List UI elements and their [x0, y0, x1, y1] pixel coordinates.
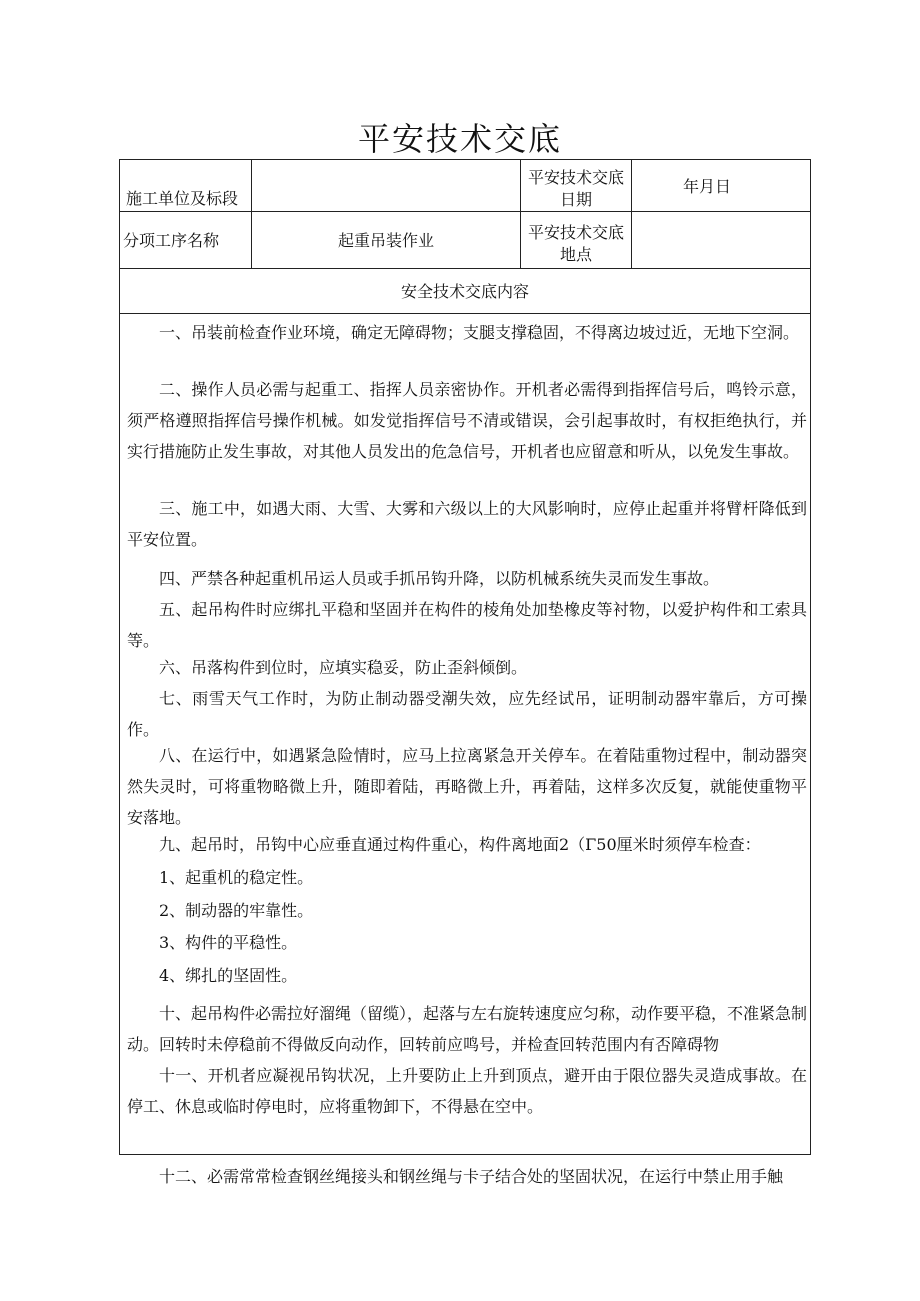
- column-divider: [520, 159, 521, 269]
- content-header: 安全技术交底内容: [400, 282, 529, 301]
- paragraph-1: 一、吊装前检查作业环境，确定无障碍物；支腿支撑稳固，不得离边坡过近，无地下空洞。: [159, 323, 800, 342]
- paragraph-12: 十二、必需常常检查钢丝绳接头和钢丝绳与卡子结合处的坚固状况，在运行中禁止用手触: [159, 1167, 784, 1186]
- paragraph-4: 四、严禁各种起重机吊运人员或手抓吊钩升降，以防机械系统失灵而发生事故。: [159, 569, 720, 588]
- paragraph-3: 三、施工中，如遇大雨、大雪、大雾和六级以上的大风影响时，应停止起重并将臂杆降低到平安位置。: [127, 499, 807, 549]
- paragraph-6: 六、吊落构件到位时，应填实稳妥，防止歪斜倾倒。: [159, 658, 528, 677]
- process-value: 起重吊装作业: [337, 231, 434, 250]
- document-title: 平安技术交底: [357, 120, 562, 158]
- process-label: 分项工序名称: [123, 231, 220, 250]
- check-item-1: 1、起重机的稳定性。: [159, 868, 314, 887]
- check-item-2: 2、制动器的牢靠性。: [159, 901, 314, 920]
- paragraph-7: 七、雨雪天气工作时，为防止制动器受潮失效，应先经试吊，证明制动器牢靠后，方可操作。: [127, 689, 807, 739]
- place-label: 平安技术交底地点: [527, 223, 624, 264]
- paragraph-9: 九、起吊时，吊钩中心应垂直通过构件重心，构件离地面2（Γ50厘米时须停车检查：: [159, 835, 761, 854]
- row-divider: [119, 268, 811, 269]
- paragraph-10: 十、起吊构件必需拉好溜绳（留缆），起落与左右旋转速度应匀称，动作要平稳，不准紧急制动。回转时未停稳前不得做反向动作，回转前应鸣号，并检查回转范围内有否障碍物: [127, 1004, 808, 1054]
- paragraph-2: 二、操作人员必需与起重工、指挥人员亲密协作。开机者必需得到指挥信号后，鸣铃示意，须严格遵照指挥信号操作机械。如发觉指挥信号不清或错误，会引起事故时，有权拒绝执行，并实行措施防止发生事故，对其他人员发出的危急信号，开机者也应留意和听从，以免发生事故。: [127, 380, 807, 461]
- check-item-3: 3、构件的平稳性。: [159, 933, 298, 952]
- row-divider: [119, 313, 811, 314]
- column-divider: [251, 159, 252, 269]
- date-value: 年月日: [682, 177, 731, 196]
- paragraph-11: 十一、开机者应凝视吊钩状况，上升要防止上升到顶点，避开由于限位器失灵造成事故。在停工、休息或临时停电时，应将重物卸下，不得悬在空中。: [127, 1066, 807, 1116]
- date-label: 平安技术交底日期: [527, 168, 624, 209]
- unit-label: 施工单位及标段: [126, 189, 239, 208]
- check-item-4: 4、绑扎的坚固性。: [159, 966, 298, 985]
- paragraph-8: 八、在运行中，如遇紧急险情时，应马上拉离紧急开关停车。在着陆重物过程中，制动器突然失灵时，可将重物略微上升，随即着陆，再略微上升，再着陆，这样多次反复，就能使重物平安落地。: [127, 746, 807, 827]
- row-divider: [119, 211, 811, 212]
- paragraph-5: 五、起吊构件时应绑扎平稳和坚固并在构件的棱角处加垫橡皮等衬物，以爱护构件和工索具等。: [127, 600, 807, 650]
